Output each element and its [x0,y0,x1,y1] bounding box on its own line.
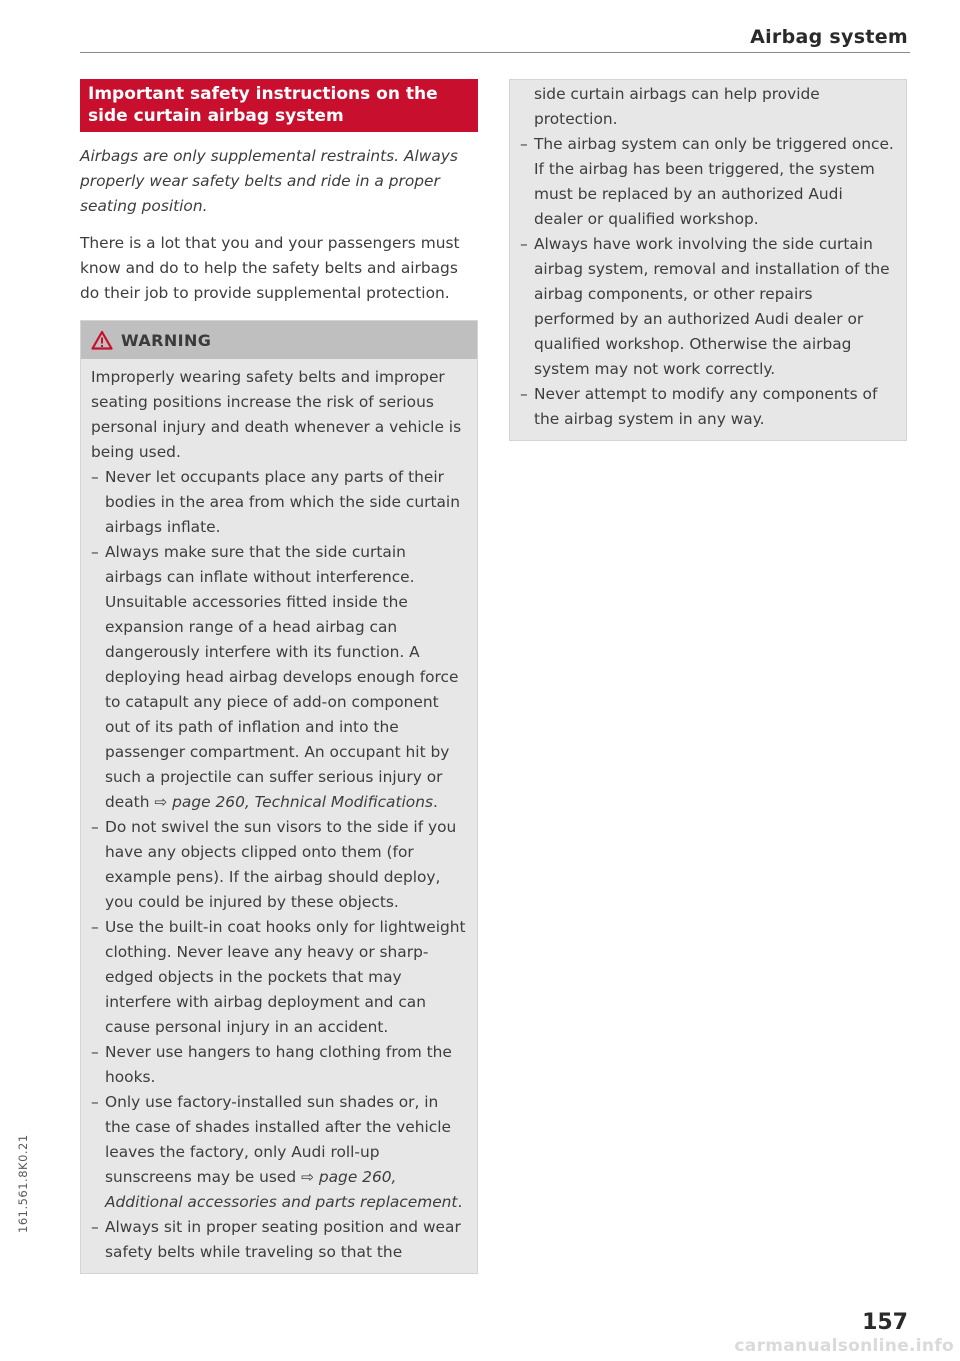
list-item: – Never use hangers to hang clothing from the hooks. [91,1040,467,1090]
warning-label: WARNING [121,330,212,350]
continuation-bullet-list [520,132,896,432]
warning-header [81,321,477,359]
page-reference-link[interactable]: ⇨ page 260, Technical Modifications [154,793,433,811]
section-heading: Important safety instructions on the side curtain airbag system [80,79,478,132]
warning-body [81,359,477,1273]
list-item: – Always have work involving the side curtain airbag system, removal and installation of the airbag components, or other repairs performed by an authorized Audi dealer or qualified workshop. Otherwise the airbag system may not work correctly. [520,232,896,382]
document-code: 161.561.8K0.21 [16,1134,30,1233]
list-item: – Always sit in proper seating position and wear safety belts while traveling so that the [91,1215,467,1265]
running-header-title: Airbag system [750,26,908,48]
list-item: – Only use factory-installed sun shades or, in the case of shades installed after the vehicle leaves the factory, only Audi roll-up sunscreens may be used ⇨ page 260, Additional accessories and parts replacement. [91,1090,467,1215]
page-number: 157 [862,1310,908,1335]
list-item: – Use the built-in coat hooks only for lightweight clothing. Never leave any heavy or sharp-edged objects in the pockets that may interfere with airbag deployment and can cause personal injury in an accident. [91,915,467,1040]
list-item: – Never let occupants place any parts of their bodies in the area from which the side curtain airbags inflate. [91,465,467,540]
warning-continuation-box [509,79,907,441]
left-column [80,79,478,1274]
intro-paragraph: There is a lot that you and your passengers must know and do to help the safety belts and airbags do their job to provide supplemental protection. [80,234,460,302]
right-column [509,79,907,441]
intro-italic: Airbags are only supplemental restraints. Always properly wear safety belts and ride in a proper seating position. [80,147,458,215]
list-item: – Never attempt to modify any components of the airbag system in any way. [520,382,896,432]
warning-triangle-icon [91,330,113,350]
list-item: – Do not swivel the sun visors to the side if you have any objects clipped onto them (for example pens). If the airbag should deploy, you could be injured by these objects. [91,815,467,915]
list-item: – Always make sure that the side curtain airbags can inflate without interference. Unsuitable accessories fitted inside the expansion range of a head airbag can dangerously interfere with its function. A deploying head airbag develops enough force to catapult any piece of add-on component out of its path of inflation and into the passenger compartment. An occupant hit by such a projectile can suffer serious injury or death ⇨ page 260, Technical Modifications. [91,540,467,815]
warning-box [80,320,478,1274]
list-item: – The airbag system can only be triggered once. If the airbag has been triggered, the system must be replaced by an authorized Audi dealer or qualified workshop. [520,132,896,232]
warning-bullet-list [91,465,467,1265]
warning-lead: Improperly wearing safety belts and improper seating positions increase the risk of serious personal injury and death whenever a vehicle is being used. [91,368,462,461]
watermark: carmanualsonline.info [734,1336,954,1356]
page-reference-link[interactable]: ⇨ page 260, Additional accessories and parts replacement [105,1168,458,1211]
header-rule [80,52,910,53]
continuation-text: side curtain airbags can help provide protection. [534,85,820,128]
